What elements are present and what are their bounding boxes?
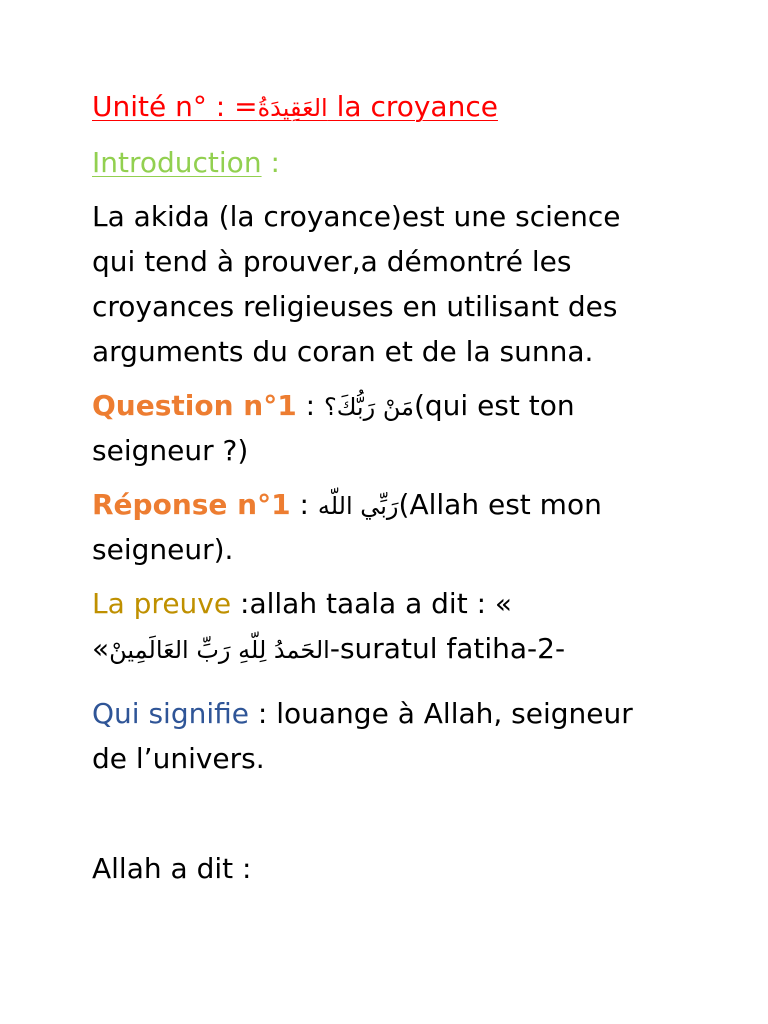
allah-dit-line: Allah a dit : [92,852,252,885]
introduction-line-4: arguments du coran et de la sunna. [92,335,594,368]
preuve-quote-open: « [92,632,110,665]
reponse-line [92,482,602,529]
preuve-verse-line [92,626,565,673]
preuve-line [92,581,512,627]
preuve-label: La preuve [92,587,232,620]
reponse-arabic: رَبِّي اللّه [317,492,399,520]
reponse-label: Réponse n°1 [92,488,291,521]
preuve-reference: -suratul fatiha-2- [329,632,566,665]
question-separator: : [296,389,324,422]
reponse-text: (Allah est mon [398,488,602,521]
question-arabic: مَنْ رَبُّكَ؟ [323,393,414,421]
unit-title-prefix: Unité n° : = [92,90,258,123]
signifie-line [92,691,633,737]
preuve-verse-arabic: الحَمدُ لِلّهِ رَبِّ العَالَمِينْ [109,636,330,664]
reponse-separator: : [290,488,318,521]
unit-title [92,84,498,131]
signifie-line-2: de l’univers. [92,742,265,775]
preuve-text: :allah taala a dit : « [231,587,513,620]
question-label: Question n°1 [92,389,297,422]
introduction-heading [92,140,280,186]
unit-title-suffix: la croyance [327,90,498,123]
introduction-line-2: qui tend à prouver,a démontré les [92,245,572,278]
reponse-line-2: seigneur). [92,533,234,566]
introduction-colon: : [261,146,280,179]
introduction-line-1: La akida (la croyance)est une science [92,200,621,233]
signifie-label: Qui signifie [92,697,249,730]
signifie-text: : louange à Allah, seigneur [249,697,633,730]
introduction-line-3: croyances religieuses en utilisant des [92,290,618,323]
unit-title-arabic: العَقِيدَةُ [257,94,328,122]
introduction-label: Introduction [92,146,262,179]
question-line [92,383,575,430]
question-line-2: seigneur ?) [92,434,249,467]
question-text: (qui est ton [413,389,575,422]
